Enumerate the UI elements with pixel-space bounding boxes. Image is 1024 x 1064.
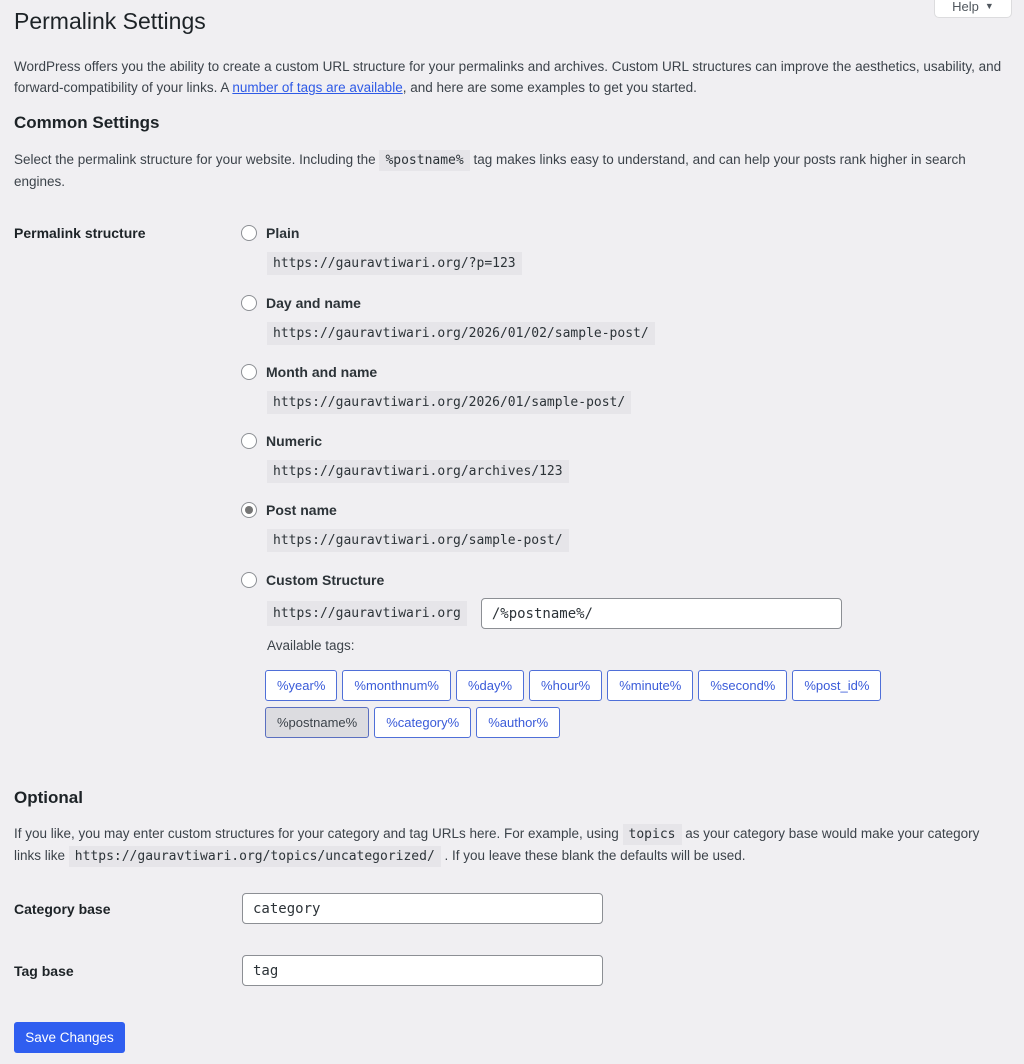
tag-button-hour[interactable]: %hour% xyxy=(529,670,602,701)
tag-button-minute[interactable]: %minute% xyxy=(607,670,693,701)
tag-base-label: Tag base xyxy=(14,963,74,979)
example-url: https://gauravtiwari.org/2026/01/02/sample-post/ xyxy=(267,322,655,345)
tag-button-post-id[interactable]: %post_id% xyxy=(792,670,881,701)
option-label: Numeric xyxy=(266,433,323,449)
radio-month-and-name[interactable] xyxy=(241,364,257,380)
page-title: Permalink Settings xyxy=(14,8,206,34)
available-tags-label: Available tags: xyxy=(267,638,355,653)
desc-part: Select the permalink structure for your website. Including the xyxy=(14,152,380,167)
desc-part: If you like, you may enter custom structures for your category and tag URLs here. For example, using xyxy=(14,826,623,841)
example-category-url: https://gauravtiwari.org/topics/uncategorized/ xyxy=(69,846,441,867)
desc-part: . If you leave these blank the defaults will be used. xyxy=(440,848,746,863)
option-label: Plain xyxy=(266,225,300,241)
example-url: https://gauravtiwari.org/2026/01/sample-post/ xyxy=(267,391,631,414)
option-label: Post name xyxy=(266,502,337,518)
intro-text-part: , and here are some examples to get you started. xyxy=(402,80,697,95)
option-custom-structure[interactable] xyxy=(241,572,384,588)
option-day-and-name[interactable] xyxy=(241,295,655,345)
radio-post-name[interactable] xyxy=(241,502,257,518)
tag-base-input[interactable]: tag xyxy=(242,955,603,986)
tag-button-author[interactable]: %author% xyxy=(476,707,560,738)
help-label: Help xyxy=(952,0,979,14)
example-url: https://gauravtiwari.org/archives/123 xyxy=(267,460,569,483)
example-url: https://gauravtiwari.org/sample-post/ xyxy=(267,529,569,552)
radio-plain[interactable] xyxy=(241,225,257,241)
desc-part: as your category base would make your category links like xyxy=(14,826,980,863)
radio-day-and-name[interactable] xyxy=(241,295,257,311)
permalink-structure-label: Permalink structure xyxy=(14,225,146,241)
tag-button-monthnum[interactable]: %monthnum% xyxy=(342,670,451,701)
tag-button-day[interactable]: %day% xyxy=(456,670,524,701)
common-settings-heading: Common Settings xyxy=(14,113,160,132)
custom-structure-input[interactable]: /%postname%/ xyxy=(481,598,842,629)
caret-down-icon: ▼ xyxy=(984,1,994,11)
custom-structure-row xyxy=(267,598,842,629)
tag-button-second[interactable]: %second% xyxy=(698,670,787,701)
postname-code: %postname% xyxy=(379,150,469,171)
intro-text xyxy=(14,56,1004,98)
optional-heading: Optional xyxy=(14,788,83,807)
optional-description xyxy=(14,823,1004,867)
tag-button-category[interactable]: %category% xyxy=(374,707,471,738)
common-settings-description xyxy=(14,149,1014,192)
custom-base-url: https://gauravtiwari.org xyxy=(267,601,467,626)
option-plain[interactable] xyxy=(241,225,522,275)
topics-code: topics xyxy=(623,824,682,845)
option-numeric[interactable] xyxy=(241,433,569,483)
radio-custom-structure[interactable] xyxy=(241,572,257,588)
option-label: Day and name xyxy=(266,295,361,311)
option-post-name[interactable] xyxy=(241,502,569,552)
category-base-label: Category base xyxy=(14,901,111,917)
help-button[interactable] xyxy=(934,0,1012,18)
category-base-input[interactable]: category xyxy=(242,893,603,924)
available-tags-link[interactable]: number of tags are available xyxy=(232,80,403,95)
tag-button-postname[interactable]: %postname% xyxy=(265,707,369,738)
available-tags xyxy=(265,670,925,744)
option-month-and-name[interactable] xyxy=(241,364,631,414)
example-url: https://gauravtiwari.org/?p=123 xyxy=(267,252,522,275)
tag-button-year[interactable]: %year% xyxy=(265,670,337,701)
intro-text-part: WordPress offers you the ability to create a custom URL structure for your permalinks and archives. Custom URL structures can improve the aesthetics, usability, and forward-compatibility of your links. A xyxy=(14,59,1002,95)
option-label: Month and name xyxy=(266,364,378,380)
option-label: Custom Structure xyxy=(266,572,385,588)
radio-numeric[interactable] xyxy=(241,433,257,449)
save-changes-button[interactable]: Save Changes xyxy=(14,1022,125,1053)
desc-part: tag makes links easy to understand, and can help your posts rank higher in search engines. xyxy=(14,152,966,189)
